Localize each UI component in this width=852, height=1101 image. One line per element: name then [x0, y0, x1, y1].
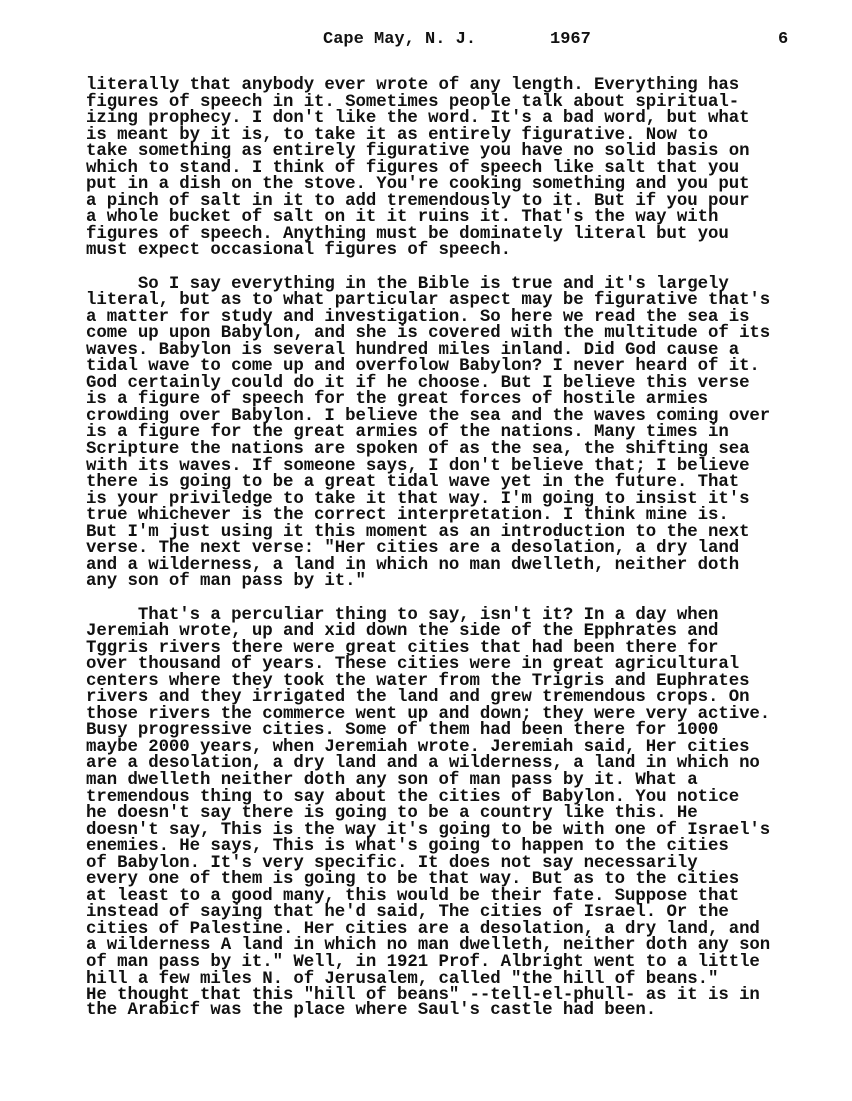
- text-line: So I say everything in the Bible is true and it's largely: [86, 274, 729, 294]
- text-line: any son of man pass by it.": [86, 572, 366, 592]
- text-line: is a figure of speech for the great forces of hostile armies: [86, 390, 708, 410]
- header-page-number: 6: [778, 30, 789, 49]
- text-line: Jeremiah wrote, up and xid down the side of the Epphrates and: [86, 622, 719, 642]
- text-line: hill a few miles N. of Jerusalem, called "the hill of beans.": [86, 969, 719, 989]
- text-line: literal, but as to what particular aspect may be figurative that's: [86, 291, 771, 311]
- text-line: God certainly could do it if he choose. But I believe this verse: [86, 373, 750, 393]
- text-line: true whichever is the correct interpretation. I think mine is.: [86, 506, 729, 526]
- text-line: the Arabicf was the place where Saul's castle had been.: [86, 1000, 657, 1020]
- text-line: at least to a good many, this would be their fate. Suppose that: [86, 886, 740, 906]
- text-line: put in a dish on the stove. You're cooking something and you put: [86, 175, 750, 195]
- text-line: a whole bucket of salt on it it ruins it. That's the way with: [86, 208, 719, 228]
- text-line: every one of them is going to be that way. But as to the cities: [86, 870, 740, 890]
- text-line: with its waves. If someone says, I don't believe that; I believe: [86, 456, 750, 476]
- text-line: man dwelleth neither doth any son of man pass by it. What a: [86, 770, 698, 790]
- text-line: are a desolation, a dry land and a wilderness, a land in which no: [86, 754, 760, 774]
- text-line: must expect occasional figures of speech.: [86, 241, 512, 261]
- text-line: figures of speech in it. Sometimes people talk about spiritual-: [86, 92, 740, 112]
- text-line: izing prophecy. I don't like the word. It's a bad word, but what: [86, 109, 750, 129]
- text-line: enemies. He says, This is what's going to happen to the cities: [86, 837, 729, 857]
- text-line: of man pass by it." Well, in 1921 Prof. Albright went to a little: [86, 952, 760, 972]
- text-line: a pinch of salt in it to add tremendously to it. But if you pour: [86, 191, 750, 211]
- text-line: centers where they took the water from the Trigris and Euphrates: [86, 671, 750, 691]
- text-line: there is going to be a great tidal wave yet in the future. That: [86, 473, 740, 493]
- text-line: He thought that this "hill of beans" --tell-el-phull- as it is in: [86, 986, 760, 1006]
- text-line: take something as entirely figurative you have no solid basis on: [86, 142, 750, 162]
- text-line: rivers and they irrigated the land and grew tremendous crops. On: [86, 688, 750, 708]
- text-line: is meant by it is, to take it as entirely figurative. Now to: [86, 125, 708, 145]
- text-line: over thousand of years. These cities were in great agricultural: [86, 655, 740, 675]
- text-line: doesn't say, This is the way it's going to be with one of Israel's: [86, 820, 771, 840]
- text-line: figures of speech. Anything must be dominately literal but you: [86, 224, 729, 244]
- text-line: Scripture the nations are spoken of as the sea, the shifting sea: [86, 440, 750, 460]
- header-year: 1967: [550, 30, 591, 49]
- text-line: a matter for study and investigation. So here we read the sea is: [86, 307, 750, 327]
- paragraph: [86, 605, 826, 1020]
- text-line: and a wilderness, a land in which no man dwelleth, neither doth: [86, 555, 740, 575]
- text-line: Busy progressive cities. Some of them had been there for 1000: [86, 721, 719, 741]
- text-line: tremendous thing to say about the cities of Babylon. You notice: [86, 787, 740, 807]
- text-line: tidal wave to come up and overfolow Babylon? I never heard of it.: [86, 357, 760, 377]
- text-line: which to stand. I think of figures of speech like salt that you: [86, 158, 740, 178]
- text-line: is your priviledge to take it that way. I'm going to insist it's: [86, 489, 750, 509]
- text-line: he doesn't say there is going to be a country like this. He: [86, 804, 698, 824]
- text-line: literally that anybody ever wrote of any length. Everything has: [86, 76, 740, 95]
- text-line: is a figure for the great armies of the nations. Many times in: [86, 423, 729, 443]
- text-line: But I'm just using it this moment as an introduction to the next: [86, 522, 750, 542]
- text-line: That's a perculiar thing to say, isn't it? In a day when: [86, 605, 719, 625]
- text-line: crowding over Babylon. I believe the sea and the waves coming over: [86, 406, 771, 426]
- paragraph: [86, 78, 826, 260]
- text-line: waves. Babylon is several hundred miles inland. Did God cause a: [86, 340, 740, 360]
- text-line: come up upon Babylon, and she is covered with the multitude of its: [86, 324, 771, 344]
- text-line: maybe 2000 years, when Jeremiah wrote. Jeremiah said, Her cities: [86, 737, 750, 757]
- text-line: Tggris rivers there were great cities that had been there for: [86, 638, 719, 658]
- text-line: a wilderness A land in which no man dwelleth, neither doth any son: [86, 936, 771, 956]
- text-line: instead of saying that he'd said, The cities of Israel. Or the: [86, 903, 729, 923]
- header-location: Cape May, N. J.: [323, 30, 477, 49]
- text-line: verse. The next verse: "Her cities are a desolation, a dry land: [86, 539, 740, 559]
- text-line: cities of Palestine. Her cities are a desolation, a dry land, and: [86, 919, 760, 939]
- text-line: of Babylon. It's very specific. It does not say necessarily: [86, 853, 698, 873]
- document-body: [86, 78, 826, 1036]
- paragraph: [86, 274, 826, 592]
- text-line: those rivers the commerce went up and down; they were very active.: [86, 704, 771, 724]
